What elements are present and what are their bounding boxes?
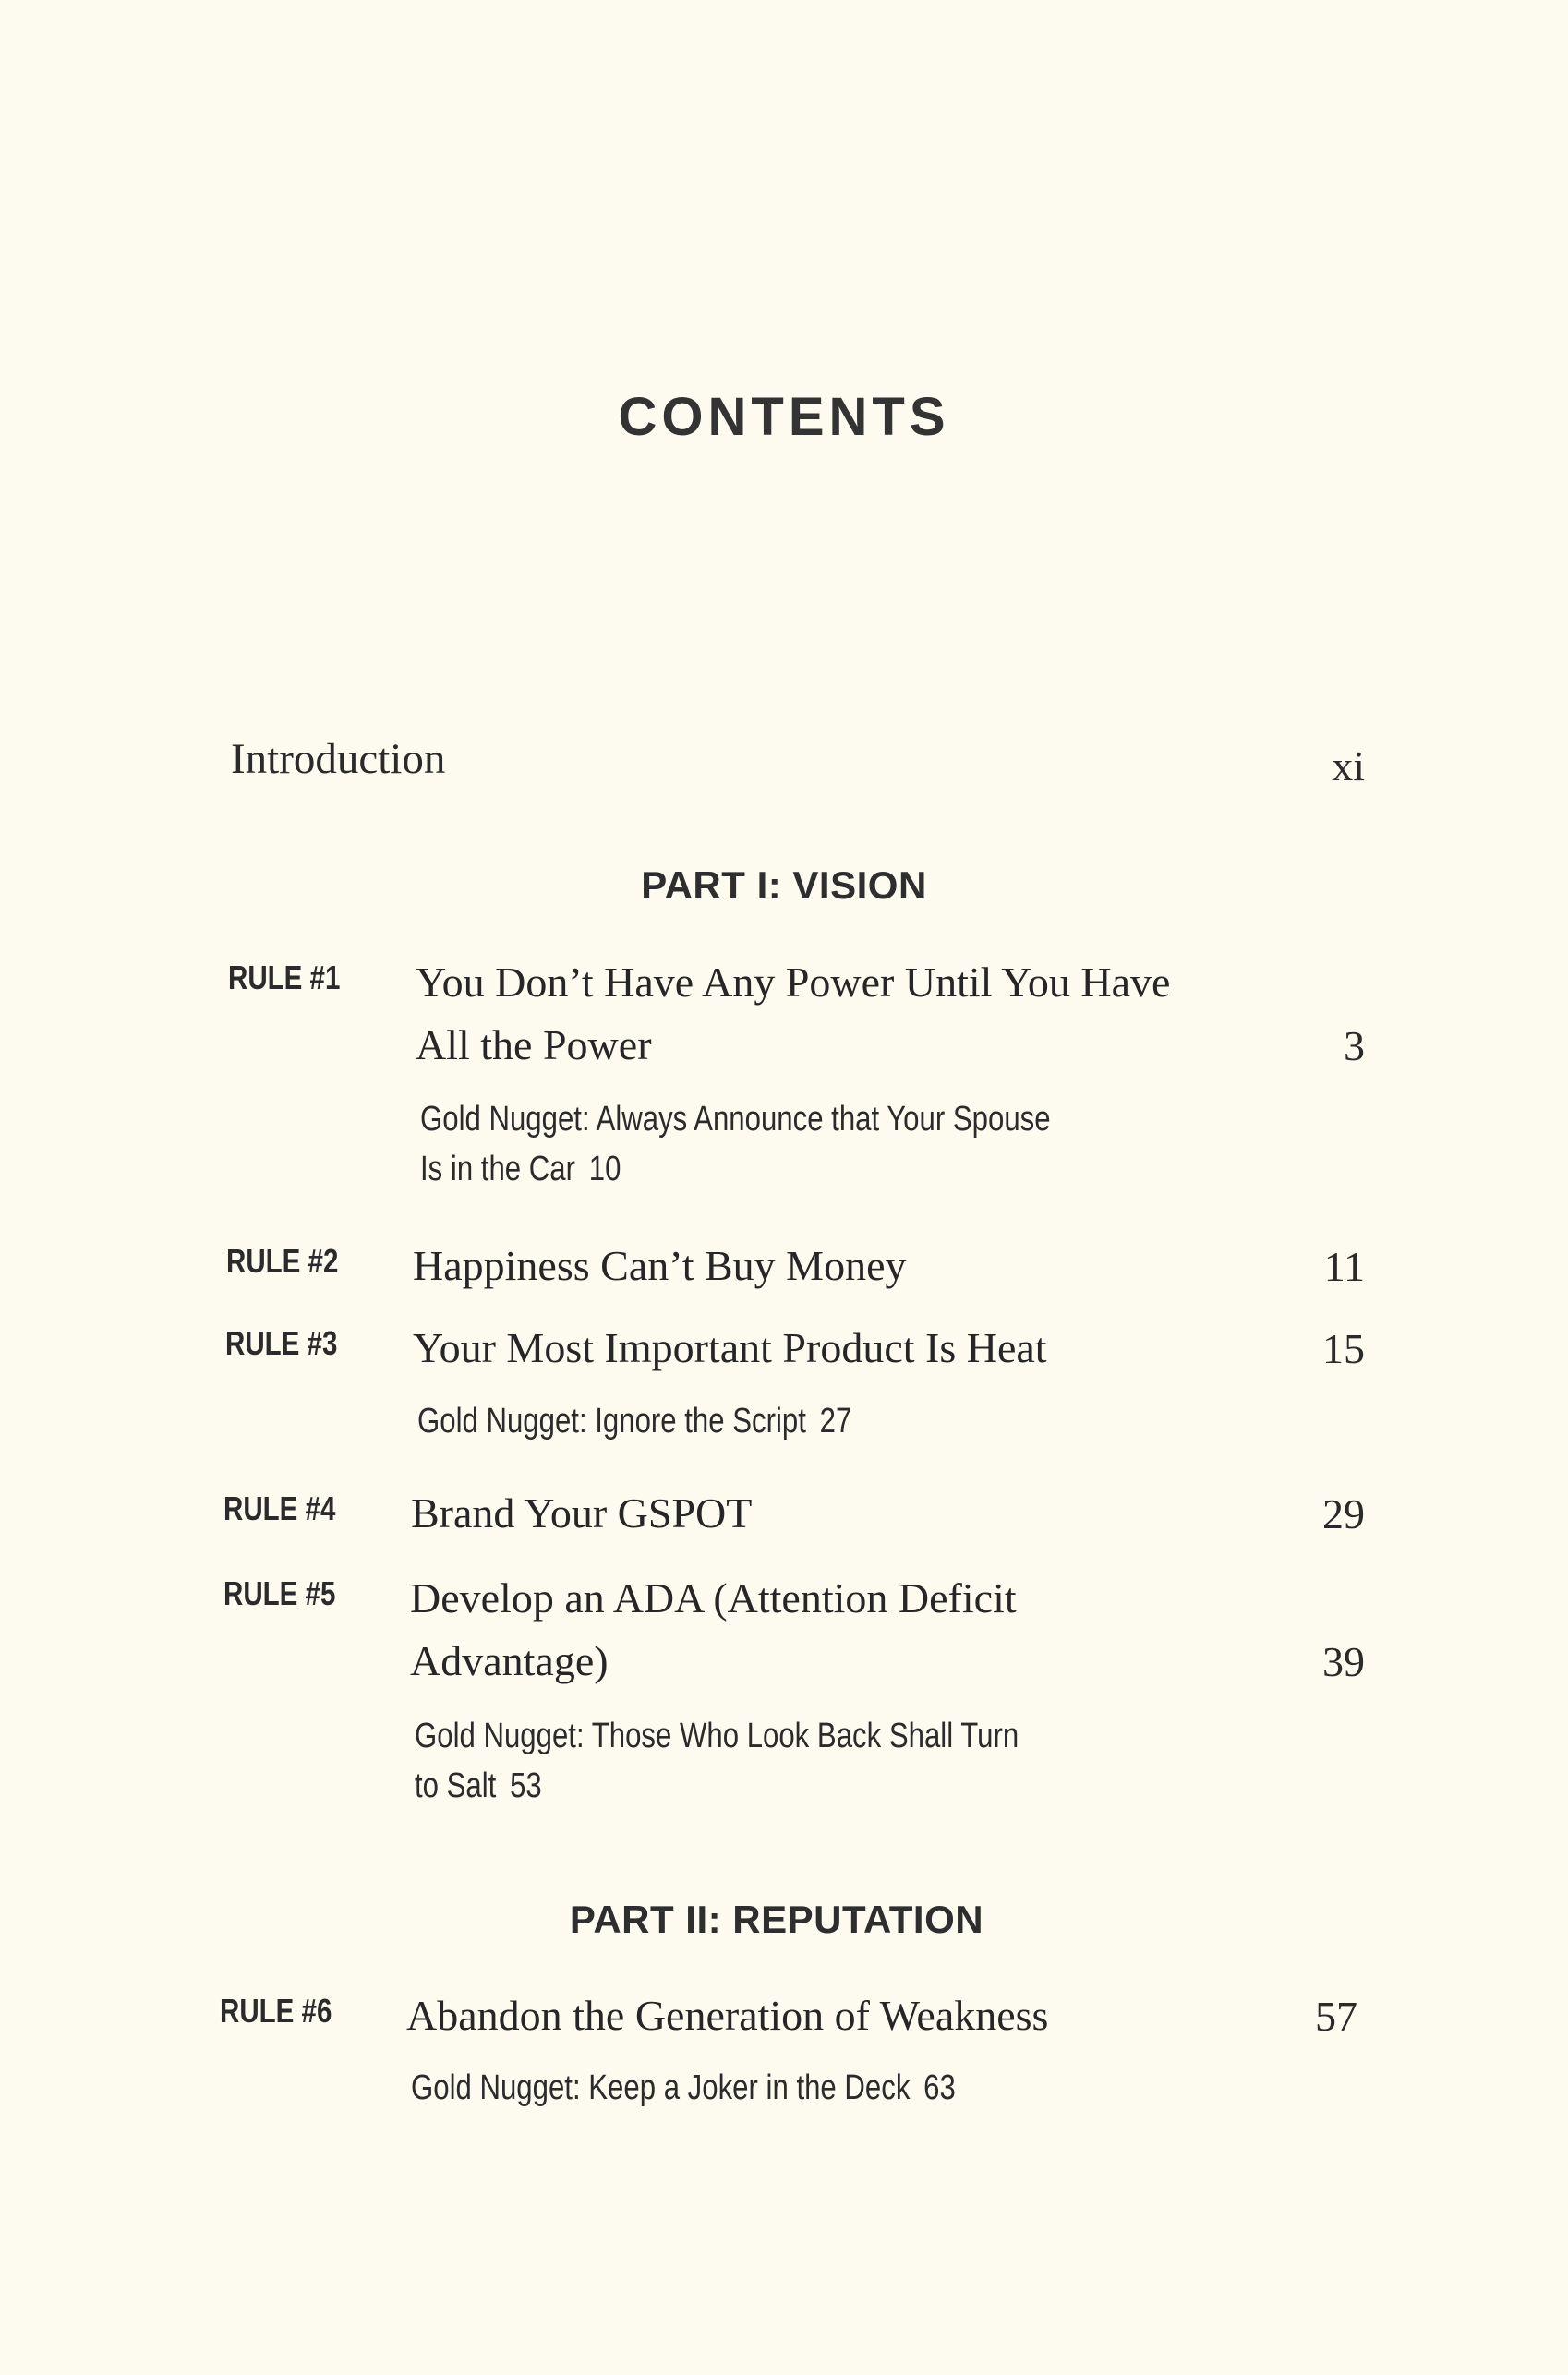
- page-number-rule-3: 15: [1322, 1325, 1365, 1372]
- gold-nugget-1-line-2[interactable]: [420, 1144, 621, 1194]
- gold-nugget-1-text: Is in the Car: [420, 1150, 575, 1188]
- page-number-rule-5: 39: [1322, 1638, 1365, 1685]
- rule-title-1-line-2[interactable]: All the Power: [416, 1021, 652, 1068]
- rule-title-3[interactable]: Your Most Important Product Is Heat: [413, 1324, 1047, 1371]
- gold-nugget-5-line-2[interactable]: [415, 1761, 542, 1811]
- page-number-rule-4: 29: [1322, 1490, 1365, 1537]
- gold-nugget-5-line-1[interactable]: Gold Nugget: Those Who Look Back Shall Turn: [415, 1717, 1019, 1755]
- rule-label-4: RULE #4: [223, 1489, 336, 1527]
- rule-label-1: RULE #1: [228, 958, 341, 996]
- rule-title-5-line-1[interactable]: Develop an ADA (Attention Deficit: [410, 1574, 1017, 1622]
- rule-label-2: RULE #2: [226, 1242, 339, 1280]
- page-number-rule-6: 57: [1315, 1993, 1357, 2040]
- page-number-rule-2: 11: [1323, 1243, 1365, 1290]
- gold-nugget-6[interactable]: [411, 2063, 956, 2113]
- gold-nugget-3-page: 27: [819, 1402, 852, 1441]
- toc-entry-introduction[interactable]: Introduction: [231, 735, 446, 783]
- rule-title-2[interactable]: Happiness Can’t Buy Money: [413, 1242, 907, 1289]
- gold-nugget-5-page: 53: [510, 1766, 542, 1805]
- gold-nugget-1-page: 10: [588, 1150, 621, 1188]
- rule-title-6[interactable]: Abandon the Generation of Weakness: [406, 1992, 1049, 2039]
- gold-nugget-5-text: to Salt: [415, 1766, 497, 1805]
- rule-title-1-line-1[interactable]: You Don’t Have Any Power Until You Have: [416, 958, 1171, 1006]
- rule-label-3: RULE #3: [225, 1324, 338, 1362]
- page-number-rule-1: 3: [1344, 1022, 1365, 1069]
- rule-title-5-line-2[interactable]: Advantage): [410, 1637, 609, 1684]
- gold-nugget-6-text: Gold Nugget: Keep a Joker in the Deck: [411, 2068, 911, 2107]
- part-heading-2: PART II: REPUTATION: [569, 1898, 984, 1941]
- gold-nugget-6-page: 63: [923, 2068, 956, 2107]
- rule-label-5: RULE #5: [223, 1574, 336, 1612]
- rule-label-6: RULE #6: [220, 1992, 332, 2030]
- rule-title-4[interactable]: Brand Your GSPOT: [411, 1489, 753, 1537]
- gold-nugget-1-line-1[interactable]: Gold Nugget: Always Announce that Your Spouse: [420, 1100, 1051, 1139]
- gold-nugget-3[interactable]: [417, 1396, 851, 1446]
- page-number-introduction: xi: [1332, 742, 1365, 790]
- gold-nugget-3-text: Gold Nugget: Ignore the Script: [417, 1402, 806, 1441]
- part-heading-1: PART I: VISION: [641, 863, 927, 907]
- page-title: CONTENTS: [618, 387, 950, 447]
